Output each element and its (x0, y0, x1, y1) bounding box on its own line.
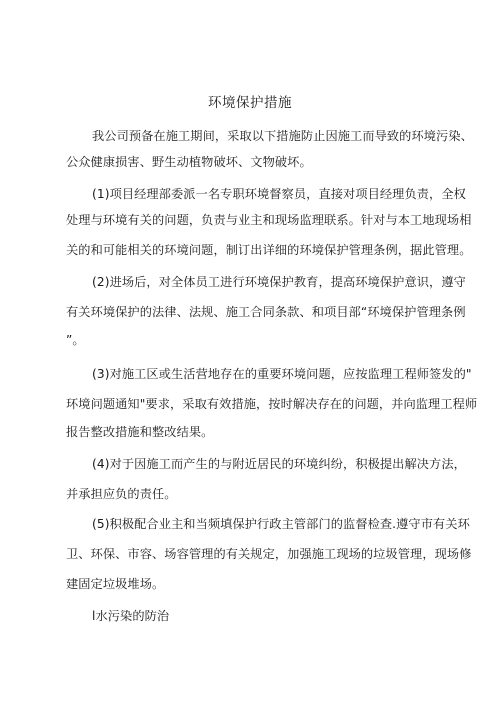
item-2-line-1: (2)进场后，对全体员工进行环境保护教育，提高环境保护意识，遵守 (92, 275, 466, 289)
item-2-line-2: 有关环境保护的法律、法规、施工合同条款、和项目部“环境保护管理条例 (66, 305, 466, 319)
item-4-line-1: (4)对于因施工而产生的与附近居民的环境纠纷，积极提出解决方法， (92, 457, 466, 471)
item-1-line-2: 处理与环境有关的问题，负责与业主和现场监理联系。针对与本工地现场相 (66, 213, 472, 227)
item-5-line-1: (5)积极配合业主和当频填保护行政主管部门的监督检查.遵守市有关环 (92, 517, 470, 531)
item-1-line-3: 关的和可能相关的环境问题，制订出详细的环境保护管理条例，据此管理。 (66, 243, 472, 257)
item-2-line-3: ”。 (66, 333, 85, 347)
intro-line-2: 公众健康损害、野生动植物破坏、文物破坏。 (66, 155, 312, 169)
document-title: 环境保护措施 (208, 95, 292, 111)
section-heading-water-pollution: l水污染的防治 (92, 609, 170, 623)
item-3-line-3: 报告整改措施和整改结果。 (66, 425, 214, 439)
item-5-line-3: 建固定垃圾堆场。 (66, 577, 165, 591)
item-5-line-2: 卫、环保、市容、场容管理的有关规定，加强施工现场的垃圾管理，现场修 (66, 547, 472, 561)
item-3-line-1: (3)对施工区或生活营地存在的重要环境问题，应按监理工程师签发的" (92, 367, 472, 381)
item-4-line-2: 并承担应负的责任。 (66, 487, 177, 501)
item-3-line-2: 环境问题通知"要求，采取有效措施，按时解决存在的问题，并向监理工程师 (66, 397, 478, 411)
item-1-line-1: (1)项目经理部委派一名专职环境督察员，直接对项目经理负责，全权 (92, 187, 466, 201)
intro-line-1: 我公司预备在施工期间，采取以下措施防止因施工而导致的环境污染、 (92, 129, 473, 143)
